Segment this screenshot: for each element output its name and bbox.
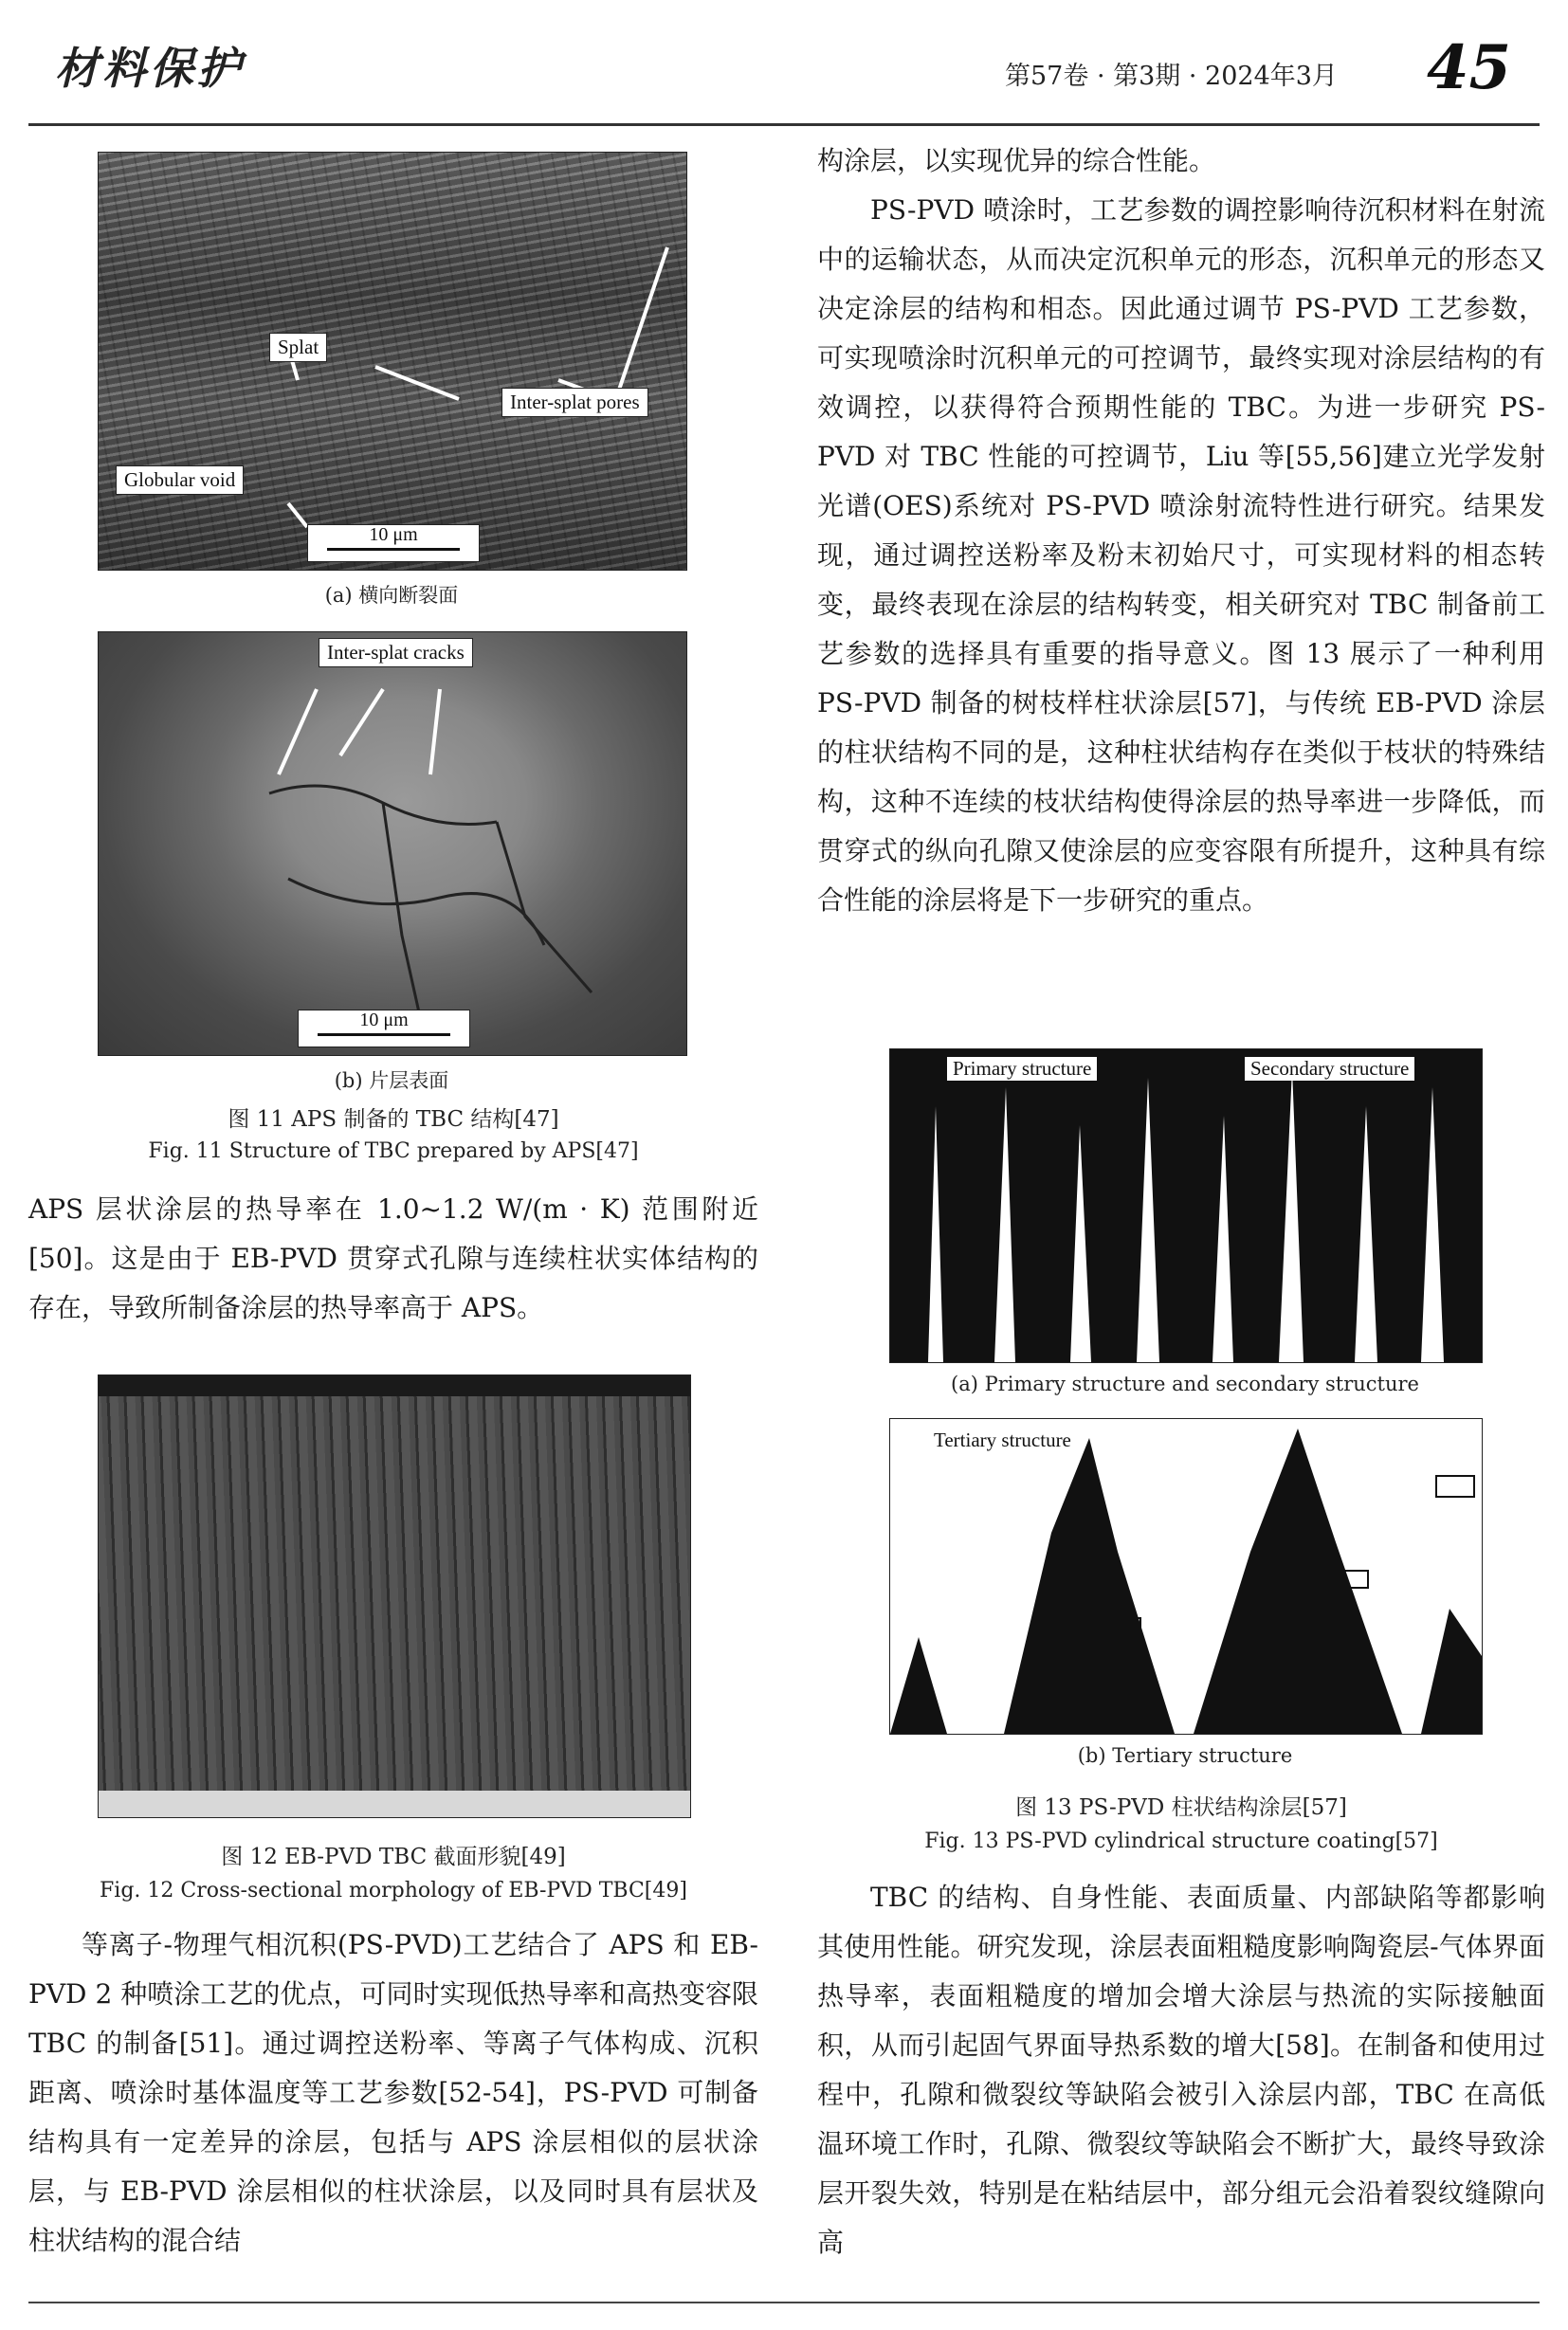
fig13b-caption: (b) Tertiary structure [1077, 1744, 1293, 1767]
fig12-caption-cn: 图 12 EB-PVD TBC 截面形貌[49] [221, 1845, 566, 1869]
fig13a-dendrites [890, 1049, 1482, 1362]
fig13b-label-tertiary: Tertiary structure [928, 1429, 1077, 1452]
fig11-caption-en: Fig. 11 Structure of TBC prepared by APS[47] [148, 1139, 639, 1163]
journal-logo: 材料保护 [55, 43, 245, 94]
fig11a-scale-bar [307, 524, 480, 562]
fig11a-scale-line [327, 548, 460, 551]
fig11a-caption: (a) 横向断裂面 [324, 584, 459, 607]
fig11b-label-cracks: Inter-splat cracks [319, 638, 473, 667]
fig11a-scale-text: 10 μm [369, 524, 418, 545]
fig11a-image [98, 152, 687, 571]
right-paragraph-1: PS-PVD 喷涂时，工艺参数的调控影响待沉积材料在射流中的运输状态，从而决定沉积单元的形态，沉积单元的形态又决定涂层的结构和相态。因此通过调节 PS-PVD 工艺参数，可实现喷涂时沉积单元的可控调节，最终实现对涂层结构的有效调控，以获得符合预期性能的 TBC。为进一步研究 PS-PVD 对 TBC 性能的可控调节，Liu 等[55,56]建立光学发射光谱(OES)系统对 PS-PVD 喷涂射流特性进行研究。结果发现，通过调控送粉率及粉末初始尺寸，可实现材料的相态转变，最终表现在涂层的结构转变，相关研究对 TBC 制备前工艺参数的选择具有重要的指导意义。图 13 展示了一种利用 PS-PVD 制备的树枝样柱状涂层[57]，与传统 EB-PVD 涂层的柱状结构不同的是，这种柱状结构存在类似于枝状的特殊结构，这种不连续的枝状结构使得涂层的热导率进一步降低，而贯穿式的纵向孔隙又使涂层的应变容限有所提升，这种具有综合性能的涂层将是下一步研究的重点。 [817, 194, 1545, 916]
header-rule [28, 123, 1540, 126]
right-paragraph-2: TBC 的结构、自身性能、表面质量、内部缺陷等都影响其使用性能。研究发现，涂层表面粗糙度影响陶瓷层-气体界面热导率，表面粗糙度的增加会增大涂层与热流的实际接触面积，从而引起固气界面导热系数的增大[58]。在制备和使用过程中，孔隙和微裂纹等缺陷会被引入涂层内部，TBC 在高低温环境工作时，孔隙、微裂纹等缺陷会不断扩大，最终导致涂层开裂失效，特别是在粘结层中，部分组元会沿着裂纹缝隙向高 [817, 1882, 1545, 2258]
left-paragraph-2: 等离子-物理气相沉积(PS-PVD)工艺结合了 APS 和 EB-PVD 2 种喷涂工艺的优点，可同时实现低热导率和高热变容限 TBC 的制备[51]。通过调控送粉率、等离子气体构成、沉积距离、喷涂时基体温度等工艺参数[52-54]，PS-PVD 可制备结构具有一定差异的涂层，包括与 APS 涂层相似的层状涂层，与 EB-PVD 涂层相似的柱状涂层，以及同时具有层状及柱状结构的混合结 [28, 1929, 758, 2256]
fig11a-label-splat: Splat [269, 333, 327, 362]
fig12-top-edge [99, 1375, 690, 1396]
fig11a-arrows [99, 153, 686, 570]
right-intro-line: 构涂层，以实现优异的综合性能。 [817, 145, 1216, 176]
page-number: 45 [1427, 32, 1512, 103]
fig11a-label-pores: Inter-splat pores [501, 388, 648, 417]
fig12-caption-en: Fig. 12 Cross-sectional morphology of EB-PVD TBC[49] [100, 1879, 687, 1902]
fig11a-label-void: Globular void [116, 465, 244, 495]
fig12-substrate [99, 1791, 690, 1817]
fig13-caption-en: Fig. 13 PS-PVD cylindrical structure coating[57] [924, 1829, 1438, 1853]
fig13a-label-primary: Primary structure [947, 1057, 1097, 1081]
fig13b-image [889, 1418, 1483, 1735]
fig11-caption-cn: 图 11 APS 制备的 TBC 结构[47] [228, 1107, 559, 1132]
fig11b-scale-text: 10 μm [359, 1010, 409, 1030]
fig13a-caption: (a) Primary structure and secondary structure [951, 1373, 1419, 1395]
fig11b-image [98, 631, 687, 1056]
left-paragraph-1: APS 层状涂层的热导率在 1.0~1.2 W/(m · K) 范围附近[50]。这是由于 EB-PVD 贯穿式孔隙与连续柱状实体结构的存在，导致所制备涂层的热导率高于 APS。 [28, 1193, 758, 1323]
issue-info: 第57卷 · 第3期 · 2024年3月 [1005, 62, 1338, 91]
footer-rule [28, 2302, 1540, 2303]
fig13-caption-cn: 图 13 PS-PVD 柱状结构涂层[57] [1015, 1795, 1347, 1820]
fig11b-cracks [99, 632, 686, 1055]
fig11b-scale-bar [298, 1010, 470, 1047]
fig11b-caption: (b) 片层表面 [334, 1069, 449, 1092]
fig12-image [98, 1374, 691, 1818]
fig11b-scale-line [318, 1033, 450, 1036]
fig13a-label-secondary: Secondary structure [1245, 1057, 1414, 1081]
fig13a-image [889, 1048, 1483, 1363]
fig13b-dendrites [890, 1419, 1482, 1734]
